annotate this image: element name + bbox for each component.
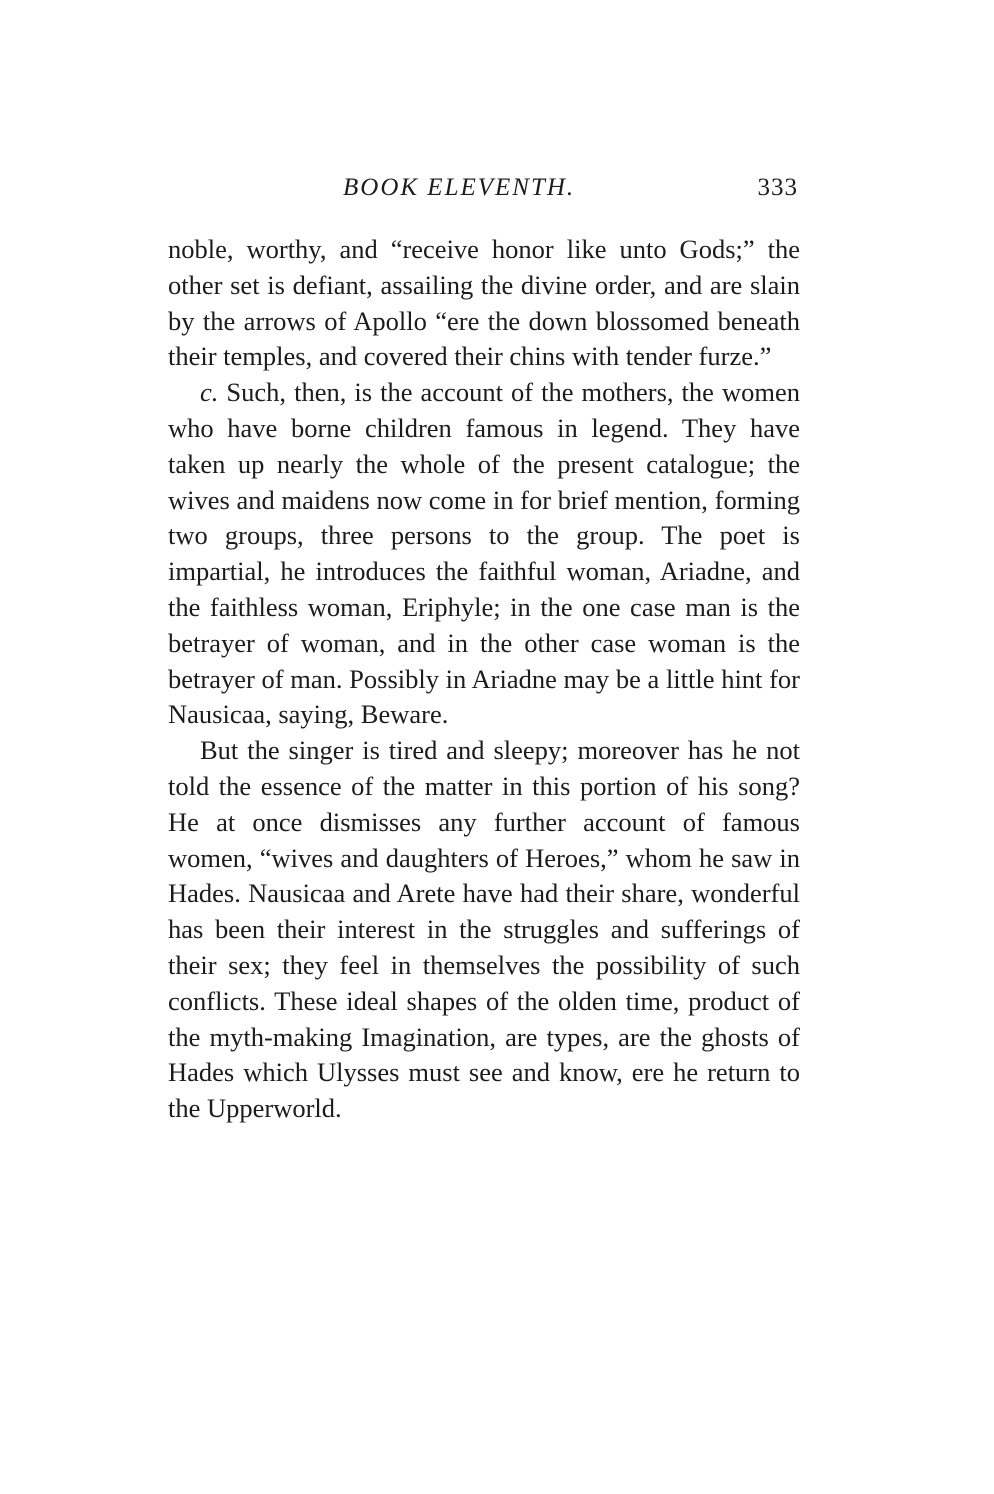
paragraph-text: noble, worthy, and “receive honor like unto Gods;” the other set is defiant, assailing the divine order, and are slain by the arrows of Apollo “ere the down blossomed beneath their temples, and covered their chins with tender furze.”	[168, 234, 800, 372]
paragraph-text: But the singer is tired and sleepy; moreover has he not told the essence of the matter in this portion of his song? He at once dismisses any further account of famous women, “wives and daughters of Heroes,” whom he saw in Hades. Nausicaa and Arete have had their share, wonderful has been their interest in the struggles and sufferings of their sex; they feel in themselves the possibility of such conflicts. These ideal shapes of the olden time, product of the myth-making Imagination, are types, are the ghosts of Hades which Ulysses must see and know, ere he return to the Upperworld.	[168, 735, 800, 1124]
section-marker: c.	[200, 377, 219, 408]
paragraph-text: Such, then, is the account of the mothers, the women who have borne children famous in legend. They have taken up nearly the whole of the present catalogue; the wives and maidens now come in for brief mention, forming two groups, three persons to the group. The poet is impartial, he introduces the faithful woman, Ariadne, and the faithless woman, Eriphyle; in the one case man is the betrayer of woman, and in the other case woman is the betrayer of man. Possibly in Ariadne may be a little hint for Nausicaa, saying, Beware.	[168, 377, 800, 730]
running-title: BOOK ELEVENTH.	[343, 174, 576, 201]
running-head	[168, 174, 800, 214]
paragraph-continuation	[168, 232, 800, 375]
paragraph-singer-tired	[168, 733, 800, 1127]
paragraph-mothers-summary	[168, 375, 800, 733]
body-text	[168, 232, 800, 1127]
page-number: 333	[757, 174, 798, 201]
